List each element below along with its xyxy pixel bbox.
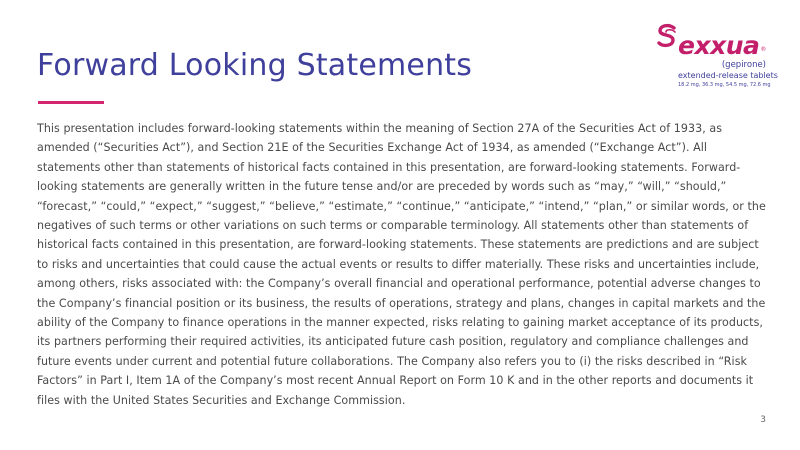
brand-logo: [652, 20, 778, 96]
brand-name: [678, 32, 766, 60]
title-accent-rule: [38, 101, 104, 104]
brand-doses: 18.2 mg, 36.3 mg, 54.5 mg, 72.6 mg: [678, 82, 771, 88]
disclaimer-paragraph: This presentation includes forward-looking statements within the meaning of Section 27A of the Securities Act of 1933, as amended (“Securities Act”), and Section 21E of the Securities Exchange Act of 1934, as amended (“Exchange Act”). All statements other than statements of historical facts contained in this presentation, are forward-looking statements. Forward-looking statements are generally written in the future tense and/or are preceded by words such as “may,” “will,” “should,” “forecast,” “could,” “expect,” “suggest,” “believe,” “estimate,” “continue,” “anticipate,” “intend,” “plan,” or similar words, or the negatives of such terms or other variations on such terms or comparable terminology. All statements other than statements of historical facts contained in this presentation, are forward-looking statements. These statements are predictions and are subject to risks and uncertainties that could cause the actual events or results to differ materially. These risks and uncertainties include, among others, risks associated with: the Company’s overall financial and operational performance, potential adverse changes to the Company’s financial position or its business, the results of operations, strategy and plans, changes in capital markets and the ability of the Company to finance operations in the manner expected, risks relating to gaining market acceptance of its products, its partners performing their required activities, its anticipated future cash position, regulatory and compliance challenges and future events under current and potential future collaborations. The Company also refers you to (i) the risks described in “Risk Factors” in Part I, Item 1A of the Company’s most recent Annual Report on Form 10 K and in the other reports and documents it files with the United States Securities and Exchange Commission.: [37, 122, 766, 407]
brand-wordmark: exxua: [678, 31, 760, 60]
brand-generic-name: (gepirone): [721, 60, 766, 70]
trademark-symbol: ®: [760, 46, 766, 53]
page-number: 3: [760, 415, 766, 425]
brand-tagline: extended-release tablets: [678, 71, 778, 80]
slide-title: Forward Looking Statements: [37, 48, 473, 83]
